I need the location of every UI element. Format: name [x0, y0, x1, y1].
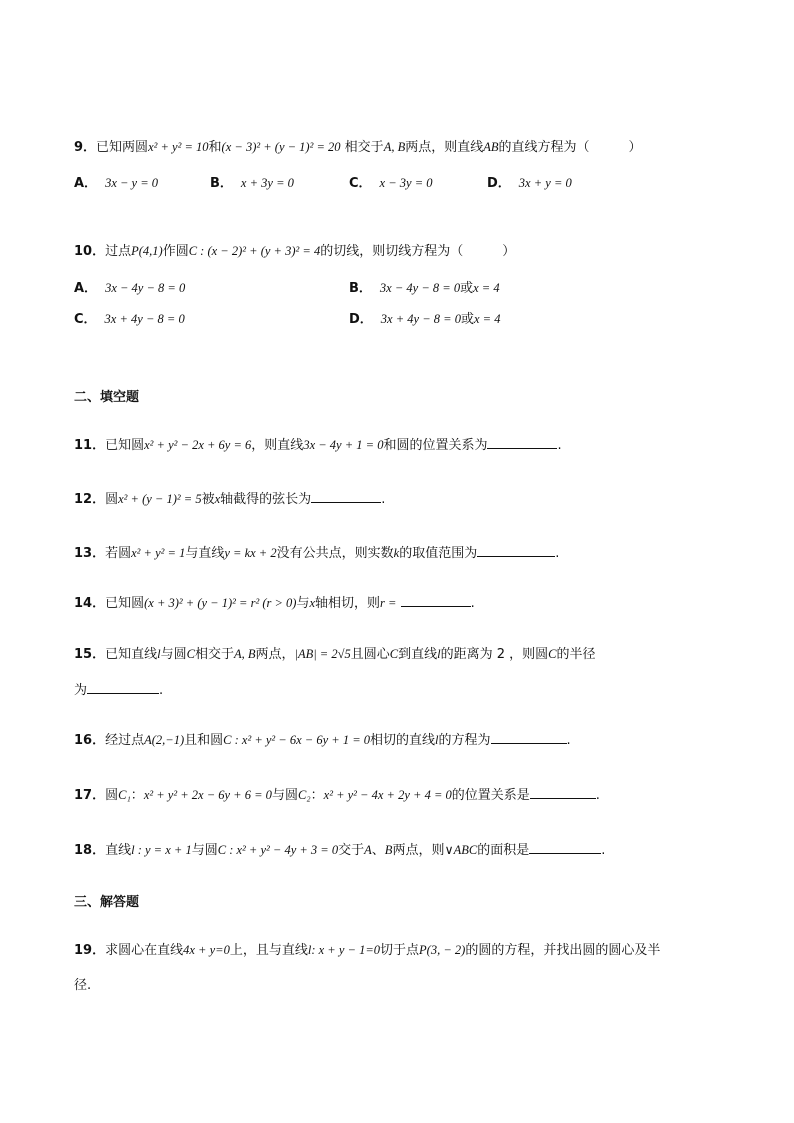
math-expression: l [157, 647, 161, 661]
math-expression: C₂ [297, 788, 311, 802]
option-text: 或 [460, 312, 474, 327]
question-text: 若圆 [105, 546, 132, 561]
answer-blank [401, 594, 471, 607]
option-a [74, 174, 158, 193]
question-number: 18． [74, 843, 106, 858]
question-text: 的取值范围为 [399, 546, 478, 561]
option-text: 3x + y = 0 [518, 176, 572, 190]
section-heading: 三、解答题 [74, 895, 140, 910]
question-10 [74, 242, 515, 261]
question-text: 圆 [105, 492, 119, 507]
question-text: 与圆 [191, 843, 218, 858]
question-text: 与圆 [160, 647, 187, 662]
question-text: 与圆 [271, 788, 298, 803]
math-expression: (x + 3)² + (y − 1)² = r² (r > 0) [144, 596, 297, 610]
math-expression: P(3, − 2) [419, 943, 466, 957]
question-text: 两点，则直线 [405, 140, 484, 155]
period: . [381, 492, 386, 507]
option-text: x = 4 [473, 312, 501, 326]
option-b [210, 174, 294, 193]
math-expression: AB [483, 140, 499, 154]
question-text: 与 [296, 596, 310, 611]
math-expression: x² + y² + 2x − 6y + 6 = 0 [143, 788, 272, 802]
question-text: 轴相切，则 [315, 596, 381, 611]
question-number: 10． [74, 244, 106, 259]
option-label: C． [349, 176, 372, 191]
question-text: 求圆心在直线 [105, 943, 184, 958]
question-text: 径. [74, 978, 92, 993]
math-expression: x² + (y − 1)² = 5 [118, 492, 202, 506]
question-text: 两点，则 [392, 843, 445, 858]
question-text: 圆 [105, 788, 119, 803]
question-number: 14． [74, 596, 106, 611]
question-11 [74, 436, 562, 455]
option-c [74, 310, 185, 329]
question-text: 且圆心 [350, 647, 390, 662]
math-expression: x² + y² − 2x + 6y = 6 [144, 438, 252, 452]
section-heading: 二、填空题 [74, 390, 140, 405]
option-d [487, 174, 572, 193]
math-expression: P(4,1) [131, 244, 163, 258]
question-16 [74, 731, 571, 750]
math-expression: l [435, 733, 439, 747]
question-text: 相交于 [194, 647, 234, 662]
question-text: 已知圆 [105, 596, 145, 611]
question-text: 与直线 [185, 546, 225, 561]
question-number: 11． [74, 438, 106, 453]
question-12 [74, 490, 385, 509]
option-text: 3x + 4y − 8 = 0 [104, 312, 185, 326]
period: . [595, 788, 600, 803]
math-expression: C : x² + y² − 4y + 3 = 0 [217, 843, 339, 857]
question-text: 相切的直线 [370, 733, 436, 748]
option-b [349, 279, 500, 298]
question-number: 9． [74, 140, 97, 155]
option-text: 3x − 4y − 8 = 0 [105, 281, 186, 295]
option-label: D． [487, 176, 511, 191]
math-expression: 3x − 4y + 1 = 0 [303, 438, 384, 452]
math-expression: C : (x − 2)² + (y + 3)² = 4 [188, 244, 321, 258]
math-expression: (x − 3)² + (y − 1)² = 20 [221, 140, 341, 154]
question-text: 和 [208, 140, 222, 155]
option-label: B． [349, 281, 372, 296]
question-number: 15． [74, 647, 106, 662]
question-text: 切于点 [380, 943, 420, 958]
period: . [566, 733, 571, 748]
answer-blank [87, 681, 159, 694]
question-text: 作圆 [162, 244, 189, 259]
option-text: x − 3y = 0 [379, 176, 433, 190]
question-text: 的距离为 2 ，则圆 [440, 647, 549, 662]
math-expression: C₁ [118, 788, 131, 802]
option-label: A． [74, 176, 98, 191]
math-expression: x² + y² = 1 [131, 546, 186, 560]
math-expression: A(2,−1) [144, 733, 185, 747]
answer-blank [529, 841, 601, 854]
question-number: 19． [74, 943, 106, 958]
question-text: 相交于 [344, 140, 384, 155]
math-expression: x² + y² = 10 [148, 140, 209, 154]
answer-blank [311, 490, 381, 503]
option-label: C． [74, 312, 97, 327]
option-text: x = 4 [473, 281, 500, 295]
question-text: ： [310, 788, 324, 803]
math-expression: x [214, 492, 221, 506]
question-text: 交于 [338, 843, 365, 858]
math-expression: A, B [233, 647, 256, 661]
question-text: ： [130, 788, 144, 803]
question-15 [74, 645, 595, 664]
math-expression: l: x + y − 1=0 [307, 943, 381, 957]
question-18 [74, 841, 605, 860]
question-number: 13． [74, 546, 106, 561]
math-expression: C [548, 647, 557, 661]
question-text: 的圆的方程，并找出圆的圆心及半 [465, 943, 661, 958]
math-expression: y = kx + 2 [224, 546, 277, 560]
option-text: 3x + 4y − 8 = 0 [380, 312, 461, 326]
question-text: 且和圆 [184, 733, 224, 748]
question-text: 的面积是 [477, 843, 530, 858]
math-expression: l : y = x + 1 [131, 843, 192, 857]
period: . [601, 843, 606, 858]
period: . [555, 546, 560, 561]
option-a [74, 279, 185, 298]
question-number: 16． [74, 733, 106, 748]
option-c [349, 174, 433, 193]
question-text: 的位置关系是 [451, 788, 530, 803]
math-expression: C [389, 647, 399, 661]
math-expression: C : x² + y² − 6x − 6y + 1 = 0 [223, 733, 371, 747]
question-text: 的切线，则切线方程为（ ） [320, 244, 516, 259]
question-text: 已知两圆 [96, 140, 149, 155]
math-expression: r = [380, 596, 397, 610]
question-text: 已知圆 [105, 438, 145, 453]
option-label: D． [349, 312, 373, 327]
answer-blank [477, 544, 555, 557]
math-expression: |AB| = 2√5 [294, 647, 351, 661]
question-text: 上，且与直线 [229, 943, 308, 958]
option-text: 3x − 4y − 8 = 0 [379, 281, 461, 295]
question-19 [74, 941, 660, 960]
math-expression: x² + y² − 4x + 2y + 4 = 0 [323, 788, 452, 802]
question-15-continued [74, 681, 163, 700]
question-text: 的直线方程为（ ） [498, 140, 642, 155]
answer-blank [487, 436, 557, 449]
option-text: x + 3y = 0 [240, 176, 294, 190]
question-text: 没有公共点，则实数 [276, 546, 394, 561]
math-expression: x [309, 596, 316, 610]
question-9 [74, 138, 642, 157]
math-expression: C [186, 647, 195, 661]
math-expression: ∨ABC [444, 843, 478, 857]
question-19-continued [74, 977, 91, 995]
question-13 [74, 544, 559, 563]
option-text: 或 [460, 281, 474, 296]
period: . [470, 596, 475, 611]
option-d [349, 310, 500, 329]
question-text: 直线 [105, 843, 132, 858]
question-text: 、 [371, 843, 385, 858]
question-17 [74, 786, 600, 805]
math-expression: l [437, 647, 441, 661]
question-text: 为 [74, 683, 88, 698]
question-text: 两点， [255, 647, 295, 662]
question-14 [74, 594, 475, 613]
question-text: 到直线 [398, 647, 438, 662]
answer-blank [491, 731, 567, 744]
math-expression: B [384, 843, 393, 857]
question-text: 和圆的位置关系为 [383, 438, 488, 453]
question-number: 12． [74, 492, 106, 507]
period: . [159, 683, 164, 698]
option-label: A． [74, 281, 98, 296]
option-label: B． [210, 176, 233, 191]
question-text: 轴截得的弦长为 [220, 492, 312, 507]
question-text: 的方程为 [438, 733, 491, 748]
math-expression: k [393, 546, 400, 560]
math-expression: A, B [383, 140, 406, 154]
question-text: 的半径 [556, 647, 596, 662]
math-expression: 4x + y=0 [183, 943, 230, 957]
question-text: ，则直线 [251, 438, 304, 453]
question-text: 已知直线 [105, 647, 158, 662]
period: . [557, 438, 562, 453]
math-expression: A [364, 843, 372, 857]
question-text: 经过点 [105, 733, 145, 748]
question-text: 过点 [105, 244, 132, 259]
question-number: 17． [74, 788, 106, 803]
option-text: 3x − y = 0 [105, 176, 159, 190]
answer-blank [530, 786, 596, 799]
question-text: 被 [201, 492, 215, 507]
